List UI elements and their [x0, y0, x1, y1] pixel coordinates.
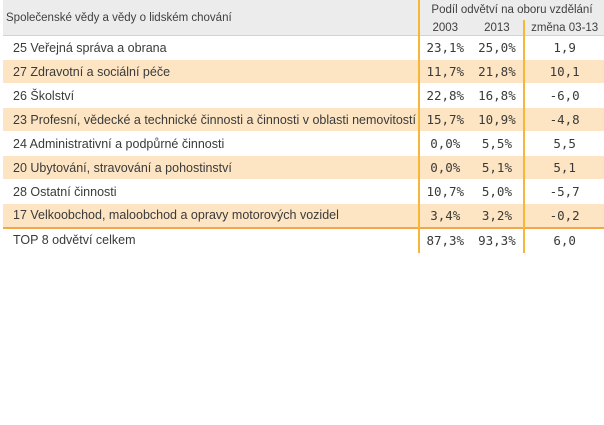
value-change: 5,5 [524, 132, 604, 156]
year-2003-header: 2003 [419, 20, 471, 36]
value-change: -6,0 [524, 84, 604, 108]
total-2003: 87,3% [419, 228, 471, 253]
value-2003: 22,8% [419, 84, 471, 108]
value-2003: 15,7% [419, 108, 471, 132]
table-row [3, 204, 604, 228]
table-row [3, 36, 604, 60]
table-row [3, 108, 604, 132]
row-label: 20 Ubytování, stravování a pohostinství [3, 156, 419, 180]
value-2013: 5,5% [471, 132, 525, 156]
share-group-header: Podíl odvětví na oboru vzdělání [419, 0, 604, 20]
value-change: 10,1 [524, 60, 604, 84]
value-2003: 23,1% [419, 36, 471, 60]
value-2013: 16,8% [471, 84, 525, 108]
value-2003: 11,7% [419, 60, 471, 84]
value-2013: 5,0% [471, 180, 525, 204]
value-2013: 21,8% [471, 60, 525, 84]
row-label: 24 Administrativní a podpůrné činnosti [3, 132, 419, 156]
value-2013: 10,9% [471, 108, 525, 132]
year-2013-header: 2013 [471, 20, 525, 36]
value-change: -5,7 [524, 180, 604, 204]
value-change: 5,1 [524, 156, 604, 180]
table-header [3, 0, 604, 36]
value-2003: 0,0% [419, 156, 471, 180]
field-of-study-header: Společenské vědy a vědy o lidském chování [3, 0, 419, 36]
row-label: 17 Velkoobchod, maloobchod a opravy motorových vozidel [3, 204, 419, 228]
row-label: 25 Veřejná správa a obrana [3, 36, 419, 60]
value-change: -4,8 [524, 108, 604, 132]
change-header: změna 03-13 [524, 20, 604, 36]
value-2013: 25,0% [471, 36, 525, 60]
total-2013: 93,3% [471, 228, 525, 253]
value-2013: 3,2% [471, 204, 525, 228]
value-2003: 10,7% [419, 180, 471, 204]
table-row [3, 180, 604, 204]
total-label: TOP 8 odvětví celkem [3, 228, 419, 253]
table-row [3, 132, 604, 156]
value-2013: 5,1% [471, 156, 525, 180]
row-label: 26 Školství [3, 84, 419, 108]
table-row [3, 60, 604, 84]
table-body [3, 36, 604, 228]
value-2003: 0,0% [419, 132, 471, 156]
row-label: 28 Ostatní činnosti [3, 180, 419, 204]
table-row [3, 156, 604, 180]
table-row [3, 84, 604, 108]
row-label: 27 Zdravotní a sociální péče [3, 60, 419, 84]
value-change: 1,9 [524, 36, 604, 60]
value-2003: 3,4% [419, 204, 471, 228]
value-change: -0,2 [524, 204, 604, 228]
industry-share-table [3, 0, 604, 253]
row-label: 23 Profesní, vědecké a technické činnosti a činnosti v oblasti nemovitostí [3, 108, 419, 132]
total-change: 6,0 [524, 228, 604, 253]
total-row [3, 228, 604, 253]
